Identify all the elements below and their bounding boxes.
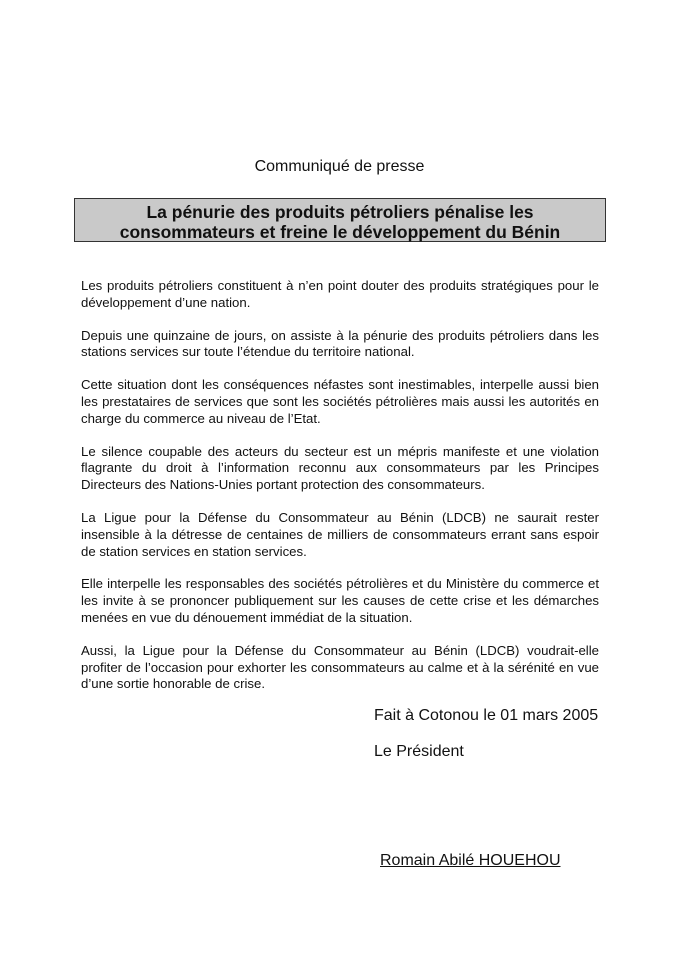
paragraph-2: Depuis une quinzaine de jours, on assiste à la pénurie des produits pétroliers dans les stations services sur toute l’étendue du territoire national. bbox=[81, 327, 599, 360]
paragraph-5: La Ligue pour la Défense du Consommateur au Bénin (LDCB) ne saurait rester insensible à la détresse de centaines de milliers de consommateurs errant sans espoir de station services en station services. bbox=[81, 509, 599, 559]
paragraph-4: Le silence coupable des acteurs du secteur est un mépris manifeste et une violation flagrante du droit à l’information reconnu aux consommateurs par les Principes Directeurs des Nations-Unies portant protection des consommateurs. bbox=[81, 443, 599, 493]
signature-place-date: Fait à Cotonou le 01 mars 2005 bbox=[374, 707, 599, 724]
signature-name: Romain Abilé HOUEHOU bbox=[380, 852, 561, 869]
body-text bbox=[81, 278, 599, 709]
paragraph-1: Les produits pétroliers constituent à n’en point douter des produits stratégiques pour le développement d’une nation. bbox=[81, 278, 599, 310]
paragraph-6: Elle interpelle les responsables des sociétés pétrolières et du Ministère du commerce et les invite à se prononcer publiquement sur les causes de cette crise et les démarches menées en vue du dénouement immédiat de la situation. bbox=[81, 576, 599, 625]
signature-role: Le Président bbox=[374, 743, 464, 760]
document-kicker: Communiqué de presse bbox=[254, 158, 425, 175]
title-line-2: consommateurs et freine le développement du Bénin bbox=[119, 222, 561, 242]
paragraph-3: Cette situation dont les conséquences néfastes sont inestimables, interpelle aussi bien les prestataires de services que sont les sociétés pétrolières mais aussi les autorités en charge du commerce au niveau de l’Etat. bbox=[81, 377, 599, 426]
title-box bbox=[74, 198, 606, 242]
paragraph-7: Aussi, la Ligue pour la Défense du Consommateur au Bénin (LDCB) voudrait-elle profiter de l’occasion pour exhorter les consommateurs au calme et à la sérénité en vue d’une sortie honorable de crise. bbox=[81, 642, 599, 692]
title-line-1: La pénurie des produits pétroliers pénalise les bbox=[146, 202, 534, 222]
